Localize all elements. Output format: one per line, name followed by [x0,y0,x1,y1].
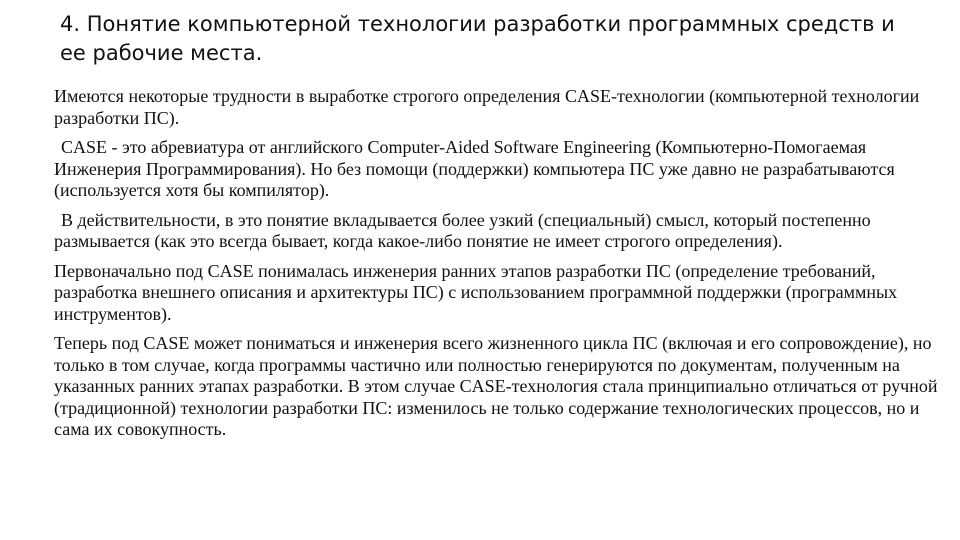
paragraph-narrow-meaning: В действительности, в это понятие вкладывается более узкий (специальный) смысл, который постепенно размывается (как это всегда бывает, когда какое-либо понятие не имеет строгого определения). [54,209,871,251]
paragraph-full-lifecycle: Теперь под CASE может пониматься и инженерия всего жизненного цикла ПС (включая и его сопровождение), но только в том случае, когда программы частично или полностью генерируются по документам, полученным на указанных ранних этапах разработки. В этом случае CASE-технология стала принципиально отличаться от ручной (традиционной) технологии разработки ПС: изменилось не только содержание технологических процессов, но и сама их совокупность. [54,333,938,439]
slide-title: 4. Понятие компьютерной технологии разработки программных средств и ее рабочие места. [60,12,895,65]
paragraph-case-definition-difficulty: Имеются некоторые трудности в выработке строгого определения CASE-технологии (компьютерной технологии разработки ПС). [54,86,920,128]
paragraph-early-stages: Первоначально под CASE понималась инженерия ранних этапов разработки ПС (определение требований, разработка внешнего описания и архитектуры ПС) с использованием программной поддержки (программных инструментов). [54,260,898,324]
paragraph-case-abbreviation: CASE - это абревиатура от английского Computer-Aided Software Engineering (Компьютерно-Помогаемая Инженерия Программирования). Но без помощи (поддержки) компьютера ПС уже давно не разрабатываются (используется хотя бы компилятор). [54,137,895,200]
slide-body [54,86,947,449]
